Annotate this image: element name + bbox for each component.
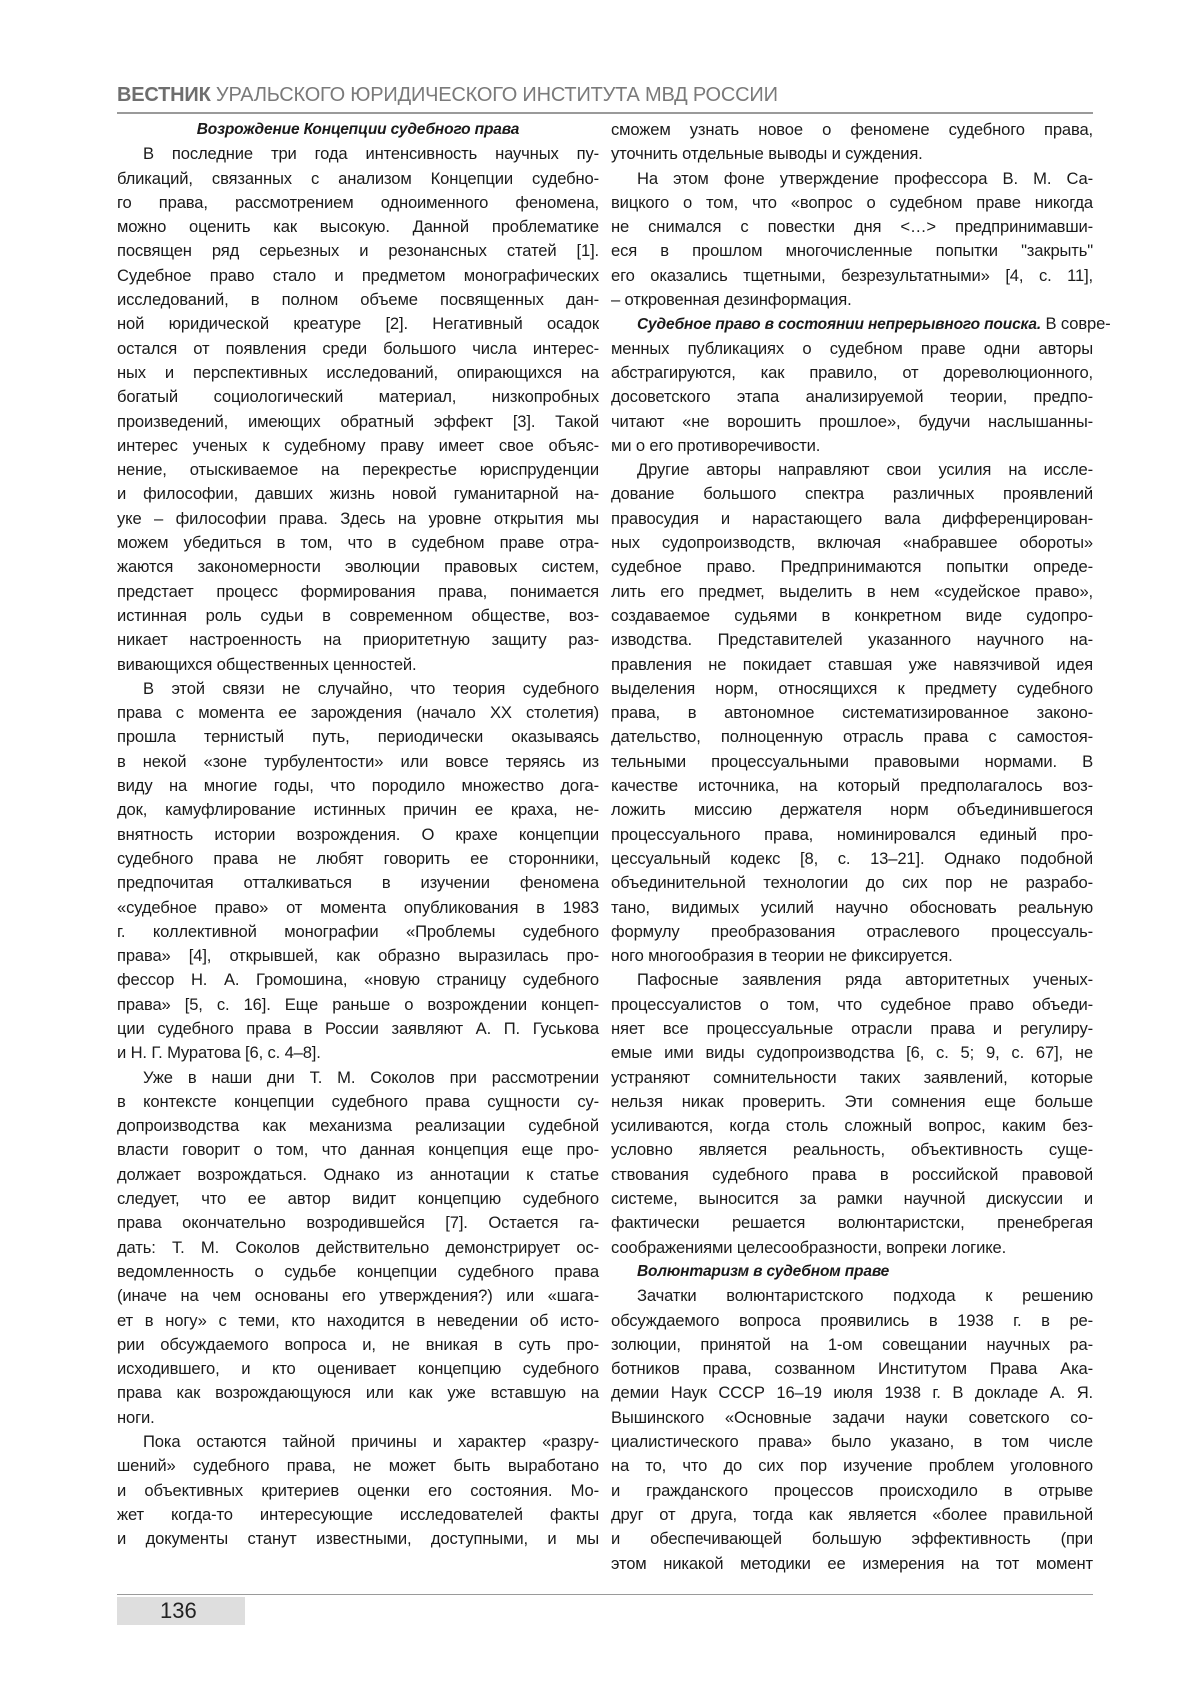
text-line: и Н. Г. Муратова [6, с. 4–8]. <box>117 1041 599 1065</box>
run-in-heading: Судебное право в состоянии непрерывного поиска. <box>637 316 1041 333</box>
text-line: в контексте концепции судебного права сущности су- <box>117 1090 599 1114</box>
text-line: фактически решается волюнтаристски, пренебрегая <box>611 1211 1093 1235</box>
text-line: ной юридической креатуре [2]. Негативный осадок <box>117 312 599 336</box>
text-line: никает настроенность на приоритетную защиту раз- <box>117 628 599 652</box>
text-line: и обеспечивающей большую эффективность (при <box>611 1527 1093 1551</box>
text-line: и документы станут известными, доступными, и мы <box>117 1527 599 1551</box>
text-line: ных и перспективных исследований, опирающихся на <box>117 361 599 385</box>
text-line: циалистического права» было указано, в том числе <box>611 1430 1093 1454</box>
text-line: Зачатки волюнтаристского подхода к решению <box>611 1284 1093 1308</box>
text-line: следует, что ее автор видит концепцию судебного <box>117 1187 599 1211</box>
text-line: ноги. <box>117 1406 599 1430</box>
text-line: права» [5, с. 16]. Еще раньше о возрождении концеп- <box>117 993 599 1017</box>
section-heading: Волюнтаризм в судебном праве <box>611 1260 1093 1284</box>
text-line: соображениями целесообразности, вопреки логике. <box>611 1236 1093 1260</box>
text-line: остался от появления среди большого числа интерес- <box>117 337 599 361</box>
text-line: Вышинского «Основные задачи науки советского со- <box>611 1406 1093 1430</box>
text-line: формулу преобразования отраслевого процессуаль- <box>611 920 1093 944</box>
text-line: нельзя никак проверить. Эти сомнения еще больше <box>611 1090 1093 1114</box>
text-line: процессуального права, номинировался единый про- <box>611 823 1093 847</box>
text-line: жаются закономерности эволюции правовых систем, <box>117 555 599 579</box>
text-line: на то, что до сих пор изучение проблем уголовного <box>611 1454 1093 1478</box>
text-line: лить его предмет, выделить в нем «судейское право», <box>611 580 1093 604</box>
text-fragment: В совре- <box>1041 314 1110 333</box>
text-line: уточнить отдельные выводы и суждения. <box>611 142 1093 166</box>
text-line: прошла тернистый путь, периодически оказываясь <box>117 725 599 749</box>
text-line: процессуалистов о том, что судебное право объеди- <box>611 993 1093 1017</box>
right-column <box>611 118 1093 1576</box>
text-line: власти говорит о том, что данная концепция еще про- <box>117 1138 599 1162</box>
text-line: предпочитая отталкиваться в изучении феномена <box>117 871 599 895</box>
text-line: допроизводства как механизма реализации судебной <box>117 1114 599 1138</box>
text-line: абстрагируются, как правило, от дореволюционного, <box>611 361 1093 385</box>
text-line: истинная роль судьи в современном обществе, воз- <box>117 604 599 628</box>
text-line: бликаций, связанных с анализом Концепции судебно- <box>117 167 599 191</box>
text-line: исследований, в полном объеме посвященных дан- <box>117 288 599 312</box>
text-line: На этом фоне утверждение профессора В. М. Са- <box>611 167 1093 191</box>
text-line: вицкого о том, что «вопрос о судебном праве никогда <box>611 191 1093 215</box>
left-column <box>117 118 599 1552</box>
text-line: внятность истории возрождения. О крахе концепции <box>117 823 599 847</box>
text-line: дательство, полноценную отрасль права с самостоя- <box>611 725 1093 749</box>
text-line <box>611 312 1093 336</box>
text-line: жет когда-то интересующие исследователей факты <box>117 1503 599 1527</box>
text-line: Уже в наши дни Т. М. Соколов при рассмотрении <box>117 1066 599 1090</box>
text-line: дование большого спектра различных проявлений <box>611 482 1093 506</box>
journal-header <box>117 84 778 107</box>
text-line: док, камуфлирование истинных причин ее краха, не- <box>117 798 599 822</box>
text-line: права, в автономное систематизированное законо- <box>611 701 1093 725</box>
text-line: Судебное право стало и предметом монографических <box>117 264 599 288</box>
text-line: нение, отыскиваемое на перекрестье юриспруденции <box>117 458 599 482</box>
text-line: рии обсуждаемого вопроса и, не вникая в суть про- <box>117 1333 599 1357</box>
text-line: изводства. Представителей указанного научного на- <box>611 628 1093 652</box>
text-line: системе, выносится за рамки научной дискуссии и <box>611 1187 1093 1211</box>
text-line: еся в прошлом многочисленные попытки "закрыть" <box>611 239 1093 263</box>
text-line: условно является реальность, объективность суще- <box>611 1138 1093 1162</box>
text-line: го права, рассмотрением одноименного феномена, <box>117 191 599 215</box>
text-line: «судебное право» от момента опубликования в 1983 <box>117 896 599 920</box>
text-line: читают «не ворошить прошлое», будучи наслышанны- <box>611 410 1093 434</box>
text-line: предстает процесс формирования права, понимается <box>117 580 599 604</box>
text-line: ведомленность о судьбе концепции судебного права <box>117 1260 599 1284</box>
footer-divider <box>117 1594 1093 1595</box>
journal-header-bold: ВЕСТНИК <box>117 84 211 106</box>
text-line: объединительной технологии до сих пор не разрабо- <box>611 871 1093 895</box>
text-line: можно оценить как высокую. Данной проблематике <box>117 215 599 239</box>
text-line: досоветского этапа анализируемой теории, предпо- <box>611 385 1093 409</box>
text-line: Пафосные заявления ряда авторитетных ученых- <box>611 968 1093 992</box>
text-line: виду на многие годы, что породило множество дога- <box>117 774 599 798</box>
text-line: права с момента ее зарождения (начало XX столетия) <box>117 701 599 725</box>
text-line: должает возрождаться. Однако из аннотации к статье <box>117 1163 599 1187</box>
text-line: права окончательно возродившейся [7]. Остается га- <box>117 1211 599 1235</box>
text-line: цессуальный кодекс [8, с. 13–21]. Однако подобной <box>611 847 1093 871</box>
text-line: посвящен ряд серьезных и резонансных статей [1]. <box>117 239 599 263</box>
text-line: ствования судебного права в российской правовой <box>611 1163 1093 1187</box>
text-line: усиливаются, когда столь сложный вопрос, каким без- <box>611 1114 1093 1138</box>
page-number: 136 <box>160 1597 197 1625</box>
text-line: Пока остаются тайной причины и характер «разру- <box>117 1430 599 1454</box>
text-line: правосудия и нарастающего вала дифференцирован- <box>611 507 1093 531</box>
section-heading: Возрождение Концепции судебного права <box>117 118 599 142</box>
text-line: в некой «зоне турбулентости» или вовсе теряясь из <box>117 750 599 774</box>
text-line: права» [4], открывшей, как образно выразилась про- <box>117 944 599 968</box>
text-line: ложить миссию держателя норм объединившегося <box>611 798 1093 822</box>
text-line: тельными процессуальными правовыми нормами. В <box>611 750 1093 774</box>
text-line: произведений, имеющих обратный эффект [3]. Такой <box>117 410 599 434</box>
text-line: и объективных критериев оценки его состояния. Мо- <box>117 1479 599 1503</box>
text-line: качестве источника, на который предполагалось воз- <box>611 774 1093 798</box>
text-line: его оказались тщетными, безрезультатными» [4, с. 11], <box>611 264 1093 288</box>
text-line: вивающихся общественных ценностей. <box>117 653 599 677</box>
text-line: ми о его противоречивости. <box>611 434 1093 458</box>
journal-header-rest: УРАЛЬСКОГО ЮРИДИЧЕСКОГО ИНСТИТУТА МВД РОССИИ <box>211 84 778 106</box>
text-line: дать: Т. М. Соколов действительно демонстрирует ос- <box>117 1236 599 1260</box>
text-line: можем убедиться в том, что в судебном праве отра- <box>117 531 599 555</box>
text-line: судебное право. Предпринимаются попытки опреде- <box>611 555 1093 579</box>
header-divider <box>117 112 1093 114</box>
text-line: фессор Н. А. Громошина, «новую страницу судебного <box>117 968 599 992</box>
text-line: В последние три года интенсивность научных пу- <box>117 142 599 166</box>
text-line: ет в ногу» с теми, кто находится в неведении об исто- <box>117 1309 599 1333</box>
text-line: выделения норм, относящихся к предмету судебного <box>611 677 1093 701</box>
text-line: менных публикациях о судебном праве одни авторы <box>611 337 1093 361</box>
text-line: золюции, принятой на 1-ом совещании научных ра- <box>611 1333 1093 1357</box>
text-line: интерес ученых к судебному праву имеет свое объяс- <box>117 434 599 458</box>
text-line: г. коллективной монографии «Проблемы судебного <box>117 920 599 944</box>
text-line: не снимался с повестки дня <…> предпринимавши- <box>611 215 1093 239</box>
text-line: исходившего, и кто оценивает концепцию судебного <box>117 1357 599 1381</box>
text-line: ного многообразия в теории не фиксируется. <box>611 944 1093 968</box>
text-line: устраняют сомнительности таких заявлений, которые <box>611 1066 1093 1090</box>
text-line: няет все процессуальные отрасли права и регулиру- <box>611 1017 1093 1041</box>
text-line: емые ими виды судопроизводства [6, с. 5; 9, с. 67], не <box>611 1041 1093 1065</box>
text-line: шений» судебного права, не может быть выработано <box>117 1454 599 1478</box>
text-line: этом никакой методики ее измерения на тот момент <box>611 1552 1093 1576</box>
text-line: – откровенная дезинформация. <box>611 288 1093 312</box>
text-line: демии Наук СССР 16–19 июля 1938 г. В докладе А. Я. <box>611 1381 1093 1405</box>
text-line: и гражданского процессов происходило в отрыве <box>611 1479 1093 1503</box>
text-line: правления не покидает ставшая уже навязчивой идея <box>611 653 1093 677</box>
text-line: обсуждаемого вопроса проявились в 1938 г. в ре- <box>611 1309 1093 1333</box>
text-line: ции судебного права в России заявляют А. П. Гуськова <box>117 1017 599 1041</box>
text-line: уке – философии права. Здесь на уровне открытия мы <box>117 507 599 531</box>
text-line: судебного права не любят говорить ее сторонники, <box>117 847 599 871</box>
text-line: ботников права, созванном Институтом Права Ака- <box>611 1357 1093 1381</box>
text-line: Другие авторы направляют свои усилия на иссле- <box>611 458 1093 482</box>
text-line: ных судопроизводств, включая «набравшее обороты» <box>611 531 1093 555</box>
text-line: (иначе на чем основаны его утверждения?) или «шага- <box>117 1284 599 1308</box>
text-line: сможем узнать новое о феномене судебного права, <box>611 118 1093 142</box>
text-line: В этой связи не случайно, что теория судебного <box>117 677 599 701</box>
text-line: создаваемое судьями в конкретном виде судопро- <box>611 604 1093 628</box>
text-line: богатый социологический материал, низкопробных <box>117 385 599 409</box>
text-line: тано, видимых усилий научно обосновать реальную <box>611 896 1093 920</box>
text-line: права как возрождающуюся или как уже вставшую на <box>117 1381 599 1405</box>
text-line: и философии, давших жизнь новой гуманитарной на- <box>117 482 599 506</box>
text-line: друг от друга, тогда как является «более правильной <box>611 1503 1093 1527</box>
